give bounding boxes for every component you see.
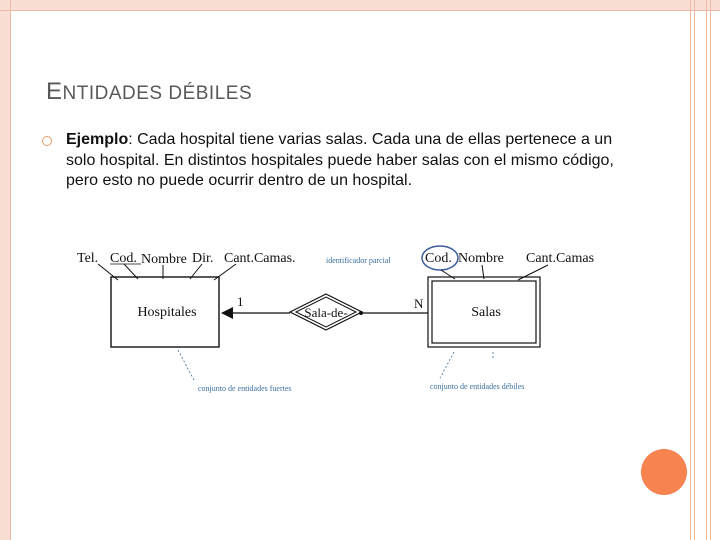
weak-attr-cant-camas: Cant.Camas bbox=[526, 251, 595, 266]
title-rest: NTIDADES DÉBILES bbox=[62, 83, 253, 104]
note-weak-entity: conjunto de entidades débiles bbox=[430, 382, 525, 391]
relationship-label: Sala-de- bbox=[304, 305, 348, 320]
weak-attr-cod: Cod. bbox=[425, 251, 452, 266]
attr-cod: Cod. bbox=[110, 251, 137, 266]
weak-attr-nombre: Nombre bbox=[458, 251, 504, 266]
note-partial-identifier: identificador parcial bbox=[326, 256, 391, 265]
attr-nombre: Nombre bbox=[141, 252, 187, 267]
note-strong-entity: conjunto de entidades fuertes bbox=[198, 384, 292, 393]
attr-line-tel bbox=[98, 264, 118, 280]
note-strong-pointer bbox=[178, 350, 194, 380]
link-dot bbox=[359, 311, 363, 315]
weak-attr-line-cant bbox=[518, 265, 548, 280]
weak-attr-line-cod bbox=[441, 270, 455, 279]
note-weak-pointer bbox=[440, 352, 454, 378]
attr-tel: Tel. bbox=[77, 251, 99, 266]
bullet-body: : Cada hospital tiene varias salas. Cada una de ellas pertenece a un solo hospital. En distintos hospitales puede haber salas con el mismo código, pero esto no puede ocurrir dentro de un hospital. bbox=[66, 131, 614, 189]
attr-line-cant bbox=[214, 264, 236, 280]
attr-dir: Dir. bbox=[192, 251, 214, 266]
strong-entity-label: Hospitales bbox=[137, 305, 197, 320]
bullet-bold-label: Ejemplo bbox=[66, 131, 129, 148]
cardinality-right: N bbox=[414, 296, 424, 311]
title-first-letter: E bbox=[46, 78, 63, 105]
arrow-head-icon bbox=[221, 307, 233, 319]
cardinality-left: 1 bbox=[237, 294, 244, 309]
weak-entity-label: Salas bbox=[471, 305, 501, 320]
attr-cant-camas: Cant.Camas. bbox=[224, 251, 296, 266]
